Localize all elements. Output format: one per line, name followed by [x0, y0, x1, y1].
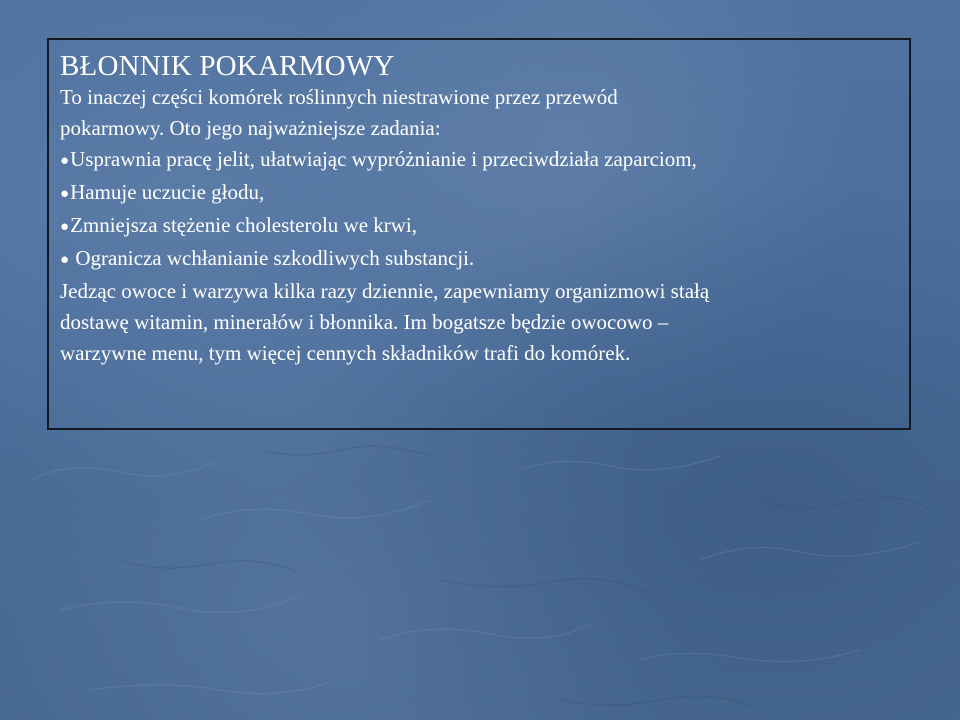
- intro-line: pokarmowy. Oto jego najważniejsze zadania:: [60, 116, 441, 140]
- content-text-box: [47, 38, 911, 430]
- bullet-item: [60, 243, 899, 276]
- closing-line: Jedząc owoce i warzywa kilka razy dziennie, zapewniamy organizmowi stałą: [60, 279, 710, 303]
- intro-line: To inaczej części komórek roślinnych niestrawione przez przewód: [60, 85, 618, 109]
- bullet-item: [60, 177, 899, 210]
- closing-line: warzywne menu, tym więcej cennych składników trafi do komórek.: [60, 341, 631, 365]
- closing-line: dostawę witamin, minerałów i błonnika. Im bogatsze będzie owocowo –: [60, 310, 669, 334]
- bullet-item: [60, 144, 899, 177]
- bullet-dot-icon: ●: [60, 153, 70, 169]
- bullet-text: Zmniejsza stężenie cholesterolu we krwi,: [70, 213, 418, 237]
- slide-title: BŁONNIK POKARMOWY: [60, 50, 395, 82]
- bullet-text: Usprawnia pracę jelit, ułatwiając wypróżnianie i przeciwdziała zaparciom,: [70, 147, 697, 171]
- bullet-text: Hamuje uczucie głodu,: [70, 180, 265, 204]
- bullet-text: Ogranicza wchłanianie szkodliwych substancji.: [70, 246, 475, 270]
- bullet-item: [60, 210, 899, 243]
- bullet-dot-icon: ●: [60, 252, 70, 268]
- bullet-dot-icon: ●: [60, 186, 70, 202]
- bullet-dot-icon: ●: [60, 219, 70, 235]
